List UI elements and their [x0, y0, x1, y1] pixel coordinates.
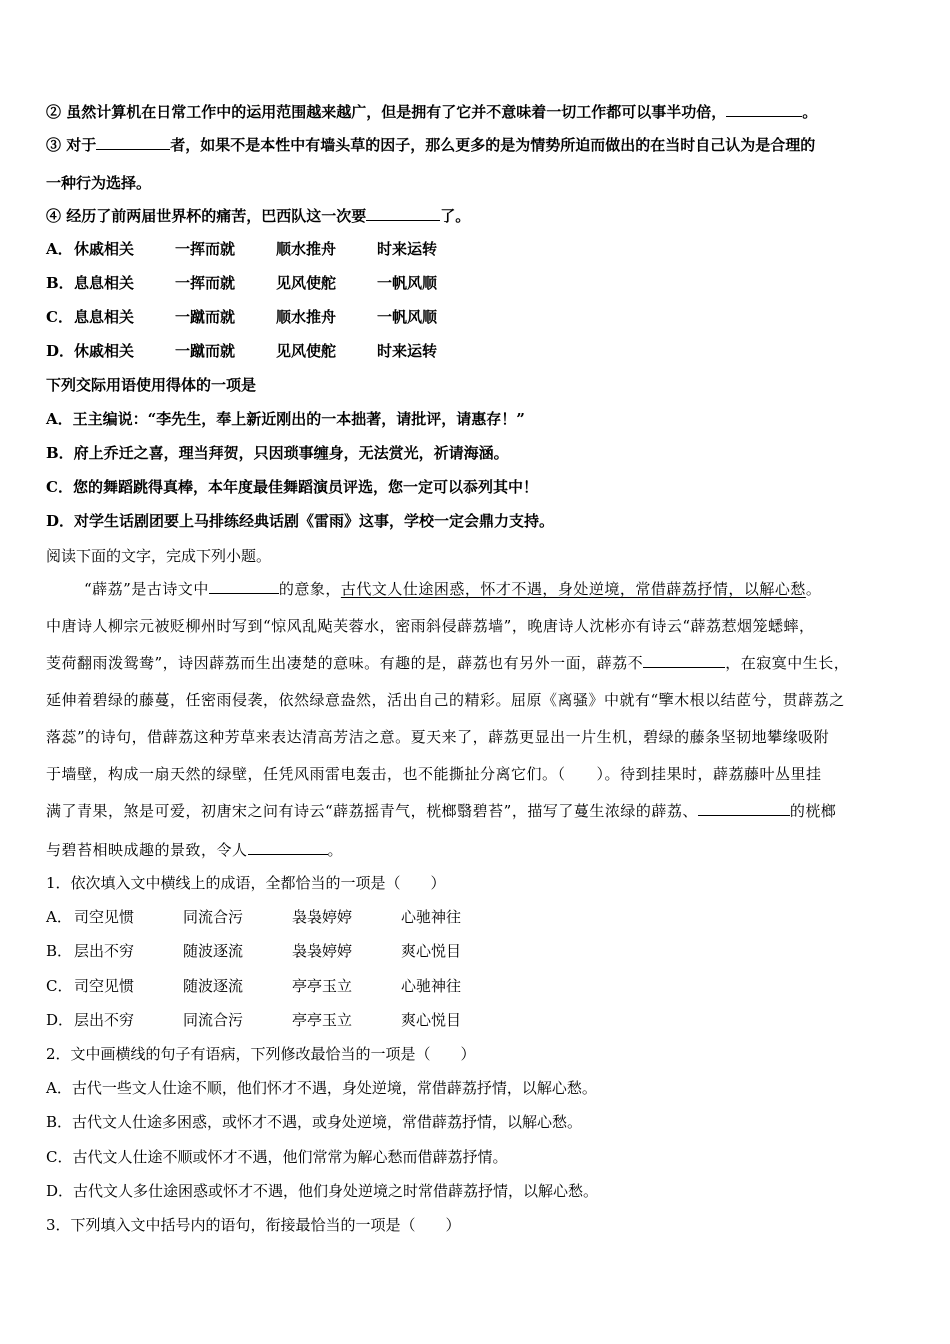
sentence-4-end: 了。 [440, 207, 471, 225]
option-word: 层出不穷 [74, 1011, 135, 1029]
option-word: 心驰神往 [401, 977, 462, 995]
option-line: B．古代文人仕途多困惑，或怀才不遇，或身处逆境，常借薜荔抒情，以解心愁。 [46, 1113, 583, 1131]
sentence-3 [46, 134, 910, 156]
option-word: 顺水推舟 [276, 308, 337, 326]
option-word: 休戚相关 [74, 240, 135, 258]
sentence-3-text: 者，如果不是本性中有墙头草的因子，那么更多的是为情势所迫而做出的在当时自己认为是合理的 [170, 136, 816, 154]
option-word: 层出不穷 [74, 942, 135, 960]
sentence-4 [46, 205, 910, 227]
option-word: 心驰神往 [401, 908, 462, 926]
option-line: C．古代文人仕途不顺或怀才不遇，他们常常为解心愁而借薜荔抒情。 [46, 1148, 508, 1166]
option-label: D． [46, 342, 75, 360]
option-word: 司空见惯 [74, 908, 135, 926]
option-row [46, 906, 910, 928]
option-word: 见风使舵 [276, 342, 337, 360]
option-word: 一帆风顺 [377, 274, 438, 292]
option-word: 司空见惯 [74, 977, 135, 995]
passage-line [46, 839, 910, 861]
option-line: A．古代一些文人仕途不顺，他们怀才不遇，身处逆境，常借薜荔抒情，以解心愁。 [46, 1079, 597, 1097]
passage-text: 满了青果，煞是可爱，初唐宋之问有诗云“薜荔摇青气，桄榔翳碧苔”，描写了蔓生浓绿的薜荔、 [46, 802, 698, 820]
option-word: 爽心悦目 [401, 1011, 462, 1029]
passage-text: ，在寂寞中生长， [725, 654, 850, 672]
passage-line: 落蕊”的诗句，借薜荔这种芳草来表达清高芳洁之意。夏天来了，薜荔更显出一片生机，碧绿的藤条坚韧地攀缘吸附 [46, 728, 830, 746]
reading-intro: 阅读下面的文字，完成下列小题。 [46, 547, 272, 565]
sentence-2-end: 。 [802, 103, 818, 121]
sentence-3-line2: 一种行为选择。 [46, 174, 152, 192]
question-stem: 2．文中画横线的句子有语病，下列修改最恰当的一项是（ ） [46, 1045, 476, 1063]
passage-text: 芰荷翻雨泼鸳鸯”，诗因薜荔而生出凄楚的意味。有趣的是，薜荔也有另外一面，薜荔不 [46, 654, 644, 672]
option-row [46, 340, 910, 362]
passage-text: 与碧苔相映成趣的景致，令人 [46, 841, 248, 859]
sentence-2 [46, 101, 910, 123]
option-line: D．对学生话剧团要上马排练经典话剧《雷雨》这事，学校一定会鼎力支持。 [46, 512, 555, 530]
option-word: 息息相关 [74, 274, 135, 292]
option-label: A． [46, 908, 72, 926]
question-stem: 1．依次填入文中横线上的成语，全都恰当的一项是（ ） [46, 874, 446, 892]
option-line: B．府上乔迁之喜，理当拜贺，只因琐事缠身，无法赏光，祈请海涵。 [46, 444, 509, 462]
option-word: 亭亭玉立 [292, 977, 353, 995]
sentence-3-start: ③ 对于 [46, 136, 97, 154]
passage-text: “薜荔”是古诗文中 [84, 580, 209, 598]
option-row [46, 940, 910, 962]
underlined-sentence: 古代文人仕途困惑，怀才不遇，身处逆境，常借薜荔抒情，以解心愁 [340, 580, 806, 598]
option-word: 息息相关 [74, 308, 135, 326]
option-label: B． [46, 274, 74, 292]
passage-line: 于墙壁，构成一扇天然的绿壁，任凭风雨雷电轰击，也不能撕扯分离它们。（ ）。待到挂果时，薜荔藤叶丛里挂 [46, 765, 822, 783]
option-label: A． [46, 240, 73, 258]
option-word: 一帆风顺 [377, 308, 438, 326]
option-word: 时来运转 [377, 342, 438, 360]
passage-line [46, 800, 910, 822]
passage-line: 延伸着碧绿的藤蔓，任密雨侵袭，依然绿意盎然，活出自己的精彩。屈原《离骚》中就有“擥木根以结茝兮，贯薜荔之 [46, 691, 845, 709]
option-line: C．您的舞蹈跳得真棒，本年度最佳舞蹈演员评选，您一定可以忝列其中！ [46, 478, 538, 496]
passage-text: 。 [327, 841, 344, 859]
option-word: 随波逐流 [183, 942, 244, 960]
option-word: 见风使舵 [276, 274, 337, 292]
passage-text: 的意象， [278, 580, 341, 598]
passage-line [84, 578, 910, 600]
fill-blank [726, 101, 802, 117]
option-word: 同流合污 [183, 908, 244, 926]
sentence-4-text: ④ 经历了前两届世界杯的痛苦，巴西队这一次要 [46, 207, 367, 225]
option-word: 爽心悦目 [401, 942, 462, 960]
option-word: 同流合污 [183, 1011, 244, 1029]
option-word: 一蹴而就 [175, 342, 236, 360]
option-row [46, 306, 910, 328]
option-label: C． [46, 977, 73, 995]
option-row [46, 975, 910, 997]
option-word: 亭亭玉立 [292, 1011, 353, 1029]
option-row [46, 238, 910, 260]
fill-blank [643, 652, 725, 668]
fill-blank [209, 578, 279, 594]
option-word: 时来运转 [377, 240, 438, 258]
option-label: B． [46, 942, 73, 960]
option-word: 休戚相关 [74, 342, 135, 360]
passage-text: 的桄榔 [789, 802, 837, 820]
passage-text: 。 [805, 580, 822, 598]
option-line: A．王主编说：“李先生，奉上新近刚出的一本拙著，请批评，请惠存！” [46, 410, 525, 428]
option-word: 袅袅婷婷 [292, 908, 353, 926]
fill-blank [698, 800, 790, 816]
fill-blank [366, 205, 440, 221]
option-word: 顺水推舟 [276, 240, 337, 258]
option-line: D．古代文人多仕途困惑或怀才不遇，他们身处逆境之时常借薜荔抒情，以解心愁。 [46, 1182, 599, 1200]
question-stem: 下列交际用语使用得体的一项是 [46, 376, 257, 394]
passage-line [46, 652, 910, 674]
option-word: 袅袅婷婷 [292, 942, 353, 960]
sentence-2-text: ② 虽然计算机在日常工作中的运用范围越来越广，但是拥有了它并不意味着一切工作都可以事半功倍， [46, 103, 727, 121]
option-row [46, 272, 910, 294]
option-word: 一挥而就 [175, 240, 236, 258]
option-label: C． [46, 308, 73, 326]
passage-line: 中唐诗人柳宗元被贬柳州时写到“惊风乱飐芙蓉水，密雨斜侵薜荔墙”，晚唐诗人沈彬亦有诗云“薜荔惹烟笼蟋蟀， [46, 617, 815, 635]
option-word: 一挥而就 [175, 274, 236, 292]
option-row [46, 1009, 910, 1031]
question-stem: 3．下列填入文中括号内的语句，衔接最恰当的一项是（ ） [46, 1216, 461, 1234]
fill-blank [96, 134, 170, 150]
option-word: 一蹴而就 [175, 308, 236, 326]
fill-blank [248, 839, 328, 855]
option-word: 随波逐流 [183, 977, 244, 995]
option-label: D． [46, 1011, 74, 1029]
